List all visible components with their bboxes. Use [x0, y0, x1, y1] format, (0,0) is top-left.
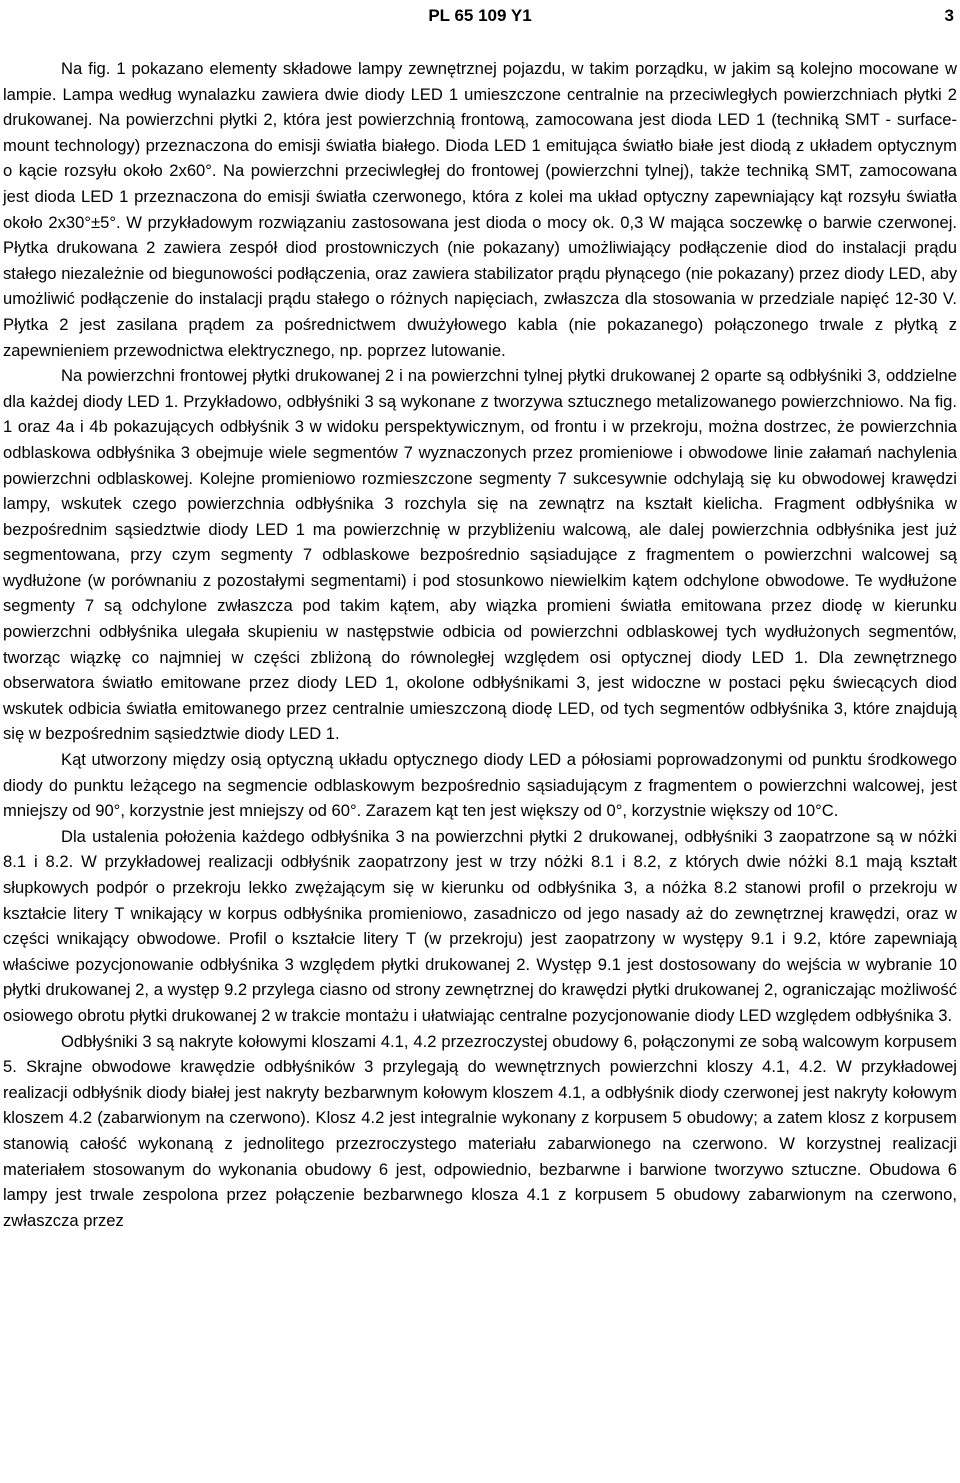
page-header	[0, 6, 960, 30]
document-id: PL 65 109 Y1	[428, 6, 532, 25]
document-body	[3, 56, 957, 1233]
paragraph-3: Kąt utworzony między osią optyczną układu optycznego diody LED a półosiami poprowadzonymi od punktu środkowego diody do punktu leżącego na segmencie odblaskowym bezpośrednio sąsiadującym z fragmentem o powierzchni walcowej, jest mniejszy od 90°, korzystnie jest mniejszy od 60°. Zarazem kąt ten jest większy od 0°, korzystnie większy od 10°C.	[3, 750, 957, 821]
paragraph-2: Na powierzchni frontowej płytki drukowanej 2 i na powierzchni tylnej płytki drukowanej 2 oparte są odbłyśniki 3, oddzielne dla każdej diody LED 1. Przykładowo, odbłyśniki 3 są wykonane z tworzywa sztucznego metalizowanego powierzchniowo. Na fig. 1 oraz 4a i 4b pokazujących odbłyśnik 3 w widoku perspektywicznym, od frontu i w przekroju, można dostrzec, że powierzchnia odblaskowa odbłyśnika 3 obejmuje wiele segmentów 7 wyznaczonych przez promieniowe i obwodowe linie załamań nachylenia powierzchni odblaskowej. Kolejne promieniowo rozmieszczone segmenty 7 sukcesywnie odchylają się ku obwodowej krawędzi lampy, wskutek czego powierzchnia odbłyśnika 3 rozchyla się na zewnątrz na kształt kielicha. Fragment odbłyśnika w bezpośrednim sąsiedztwie diody LED 1 ma powierzchnię w przybliżeniu walcową, ale dalej powierzchnia odbłyśnika jest już segmentowana, przy czym segmenty 7 odblaskowe bezpośrednio sąsiadujące z fragmentem o powierzchni walcowej są wydłużone (w porównaniu z pozostałymi segmentami) i pod stosunkowo niewielkim kątem odchylone obwodowe. Te wydłużone segmenty 7 są odchylone zwłaszcza pod takim kątem, aby wiązka promieni światła emitowana przez diodę w kierunku powierzchni odbłyśnika ulegała skupieniu w następstwie odbicia od powierzchni odblaskowej tych wydłużonych segmentów, tworząc wiązkę co najmniej w części zbliżoną do równoległej względem osi optycznej diody LED 1. Dla zewnętrznego obserwatora światło emitowane przez diody LED 1, okolone odbłyśnikami 3, jest widoczne w postaci pęku świecących diod wskutek odbicia światła emitowanego przez centralnie umieszczoną diodę LED, od tych segmentów odbłyśnika 3, które znajdują się w bezpośrednim sąsiedztwie diody LED 1.	[3, 366, 957, 744]
paragraph-5: Odbłyśniki 3 są nakryte kołowymi kloszami 4.1, 4.2 przezroczystej obudowy 6, połączonymi ze sobą walcowym korpusem 5. Skrajne obwodowe krawędzie odbłyśników 3 przylegają do wewnętrznych powierzchni kloszy 4.1, 4.2. W przykładowej realizacji odbłyśnik diody białej jest nakryty bezbarwnym kołowym kloszem 4.1, a odbłyśnik diody czerwonej jest nakryty kołowym kloszem 4.2 (zabarwionym na czerwono). Klosz 4.2 jest integralnie wykonany z korpusem 5 obudowy; a zatem klosz z korpusem stanowią całość wykonaną z jednolitego przezroczystego materiału zabarwionego na czerwono. W korzystnej realizacji materiałem stosowanym do wykonania obudowy 6 jest, odpowiednio, bezbarwne i barwione tworzywo sztuczne. Obudowa 6 lampy jest trwale zespolona przez połączenie bezbarwnego klosza 4.1 z korpusem 5 obudowy zabarwionym na czerwono, zwłaszcza przez	[3, 1031, 957, 1230]
paragraph-1: Na fig. 1 pokazano elementy składowe lampy zewnętrznej pojazdu, w takim porządku, w jakim są kolejno mocowane w lampie. Lampa według wynalazku zawiera dwie diody LED 1 umieszczone centralnie na przeciwległych powierzchniach płytki 2 drukowanej. Na powierzchni płytki 2, która jest powierzchnią frontową, zamocowana jest dioda LED 1 (techniką SMT - surface-mount technology) przeznaczona do emisji światła białego. Dioda LED 1 emitująca światło białe jest diodą z układem optycznym o kącie rozsyłu około 2x60°. Na powierzchni przeciwległej do frontowej (powierzchni tylnej), także techniką SMT, zamocowana jest dioda LED 1 przeznaczona do emisji światła czerwonego, która z kolei ma układ optyczny zapewniający kąt rozsyłu światła około 2x30°±5°. W przykładowym rozwiązaniu zastosowana jest dioda o mocy ok. 0,3 W mająca soczewkę o barwie czerwonej. Płytka drukowana 2 zawiera zespół diod prostowniczych (nie pokazany) umożliwiający podłączenie diod do instalacji prądu stałego niezależnie od biegunowości podłączenia, oraz zawiera stabilizator prądu płynącego (nie pokazany) przez diody LED, aby umożliwić podłączenie do instalacji prądu stałego o różnych napięciach, zwłaszcza dla stosowania w przedziale napięć 12-30 V. Płytka 2 jest zasilana prądem za pośrednictwem dwużyłowego kabla (nie pokazanego) połączonego trwale z płytką z zapewnieniem przewodnictwa elektrycznego, np. poprzez lutowanie.	[3, 59, 957, 360]
paragraph-4: Dla ustalenia położenia każdego odbłyśnika 3 na powierzchni płytki 2 drukowanej, odbłyśniki 3 zaopatrzone są w nóżki 8.1 i 8.2. W przykładowej realizacji odbłyśnik zaopatrzony jest w trzy nóżki 8.1 i 8.2, z których dwie nóżki 8.1 mają kształt słupkowych podpór o przekroju lekko zwężającym się w kierunku od odbłyśnika 3, a nóżka 8.2 stanowi profil o przekroju w kształcie litery T wnikający w korpus odbłyśnika promieniowo, zasadniczo od jego nasady aż do zewnętrznej krawędzi, oraz w części wnikający obwodowe. Profil o kształcie litery T (w przekroju) jest zaopatrzony w występy 9.1 i 9.2, które zapewniają właściwe pozycjonowanie odbłyśnika 3 względem płytki drukowanej 2. Występ 9.1 jest dostosowany do wejścia w wybranie 10 płytki drukowanej 2, a występ 9.2 przylega ciasno od strony zewnętrznej do krawędzi płytki drukowanej 2, ograniczając możliwość osiowego obrotu płytki drukowanej 2 w trakcie montażu i ułatwiając centralne pozycjonowanie diody LED względem odbłyśnika 3.	[3, 826, 957, 1025]
page-number: 3	[944, 6, 954, 25]
